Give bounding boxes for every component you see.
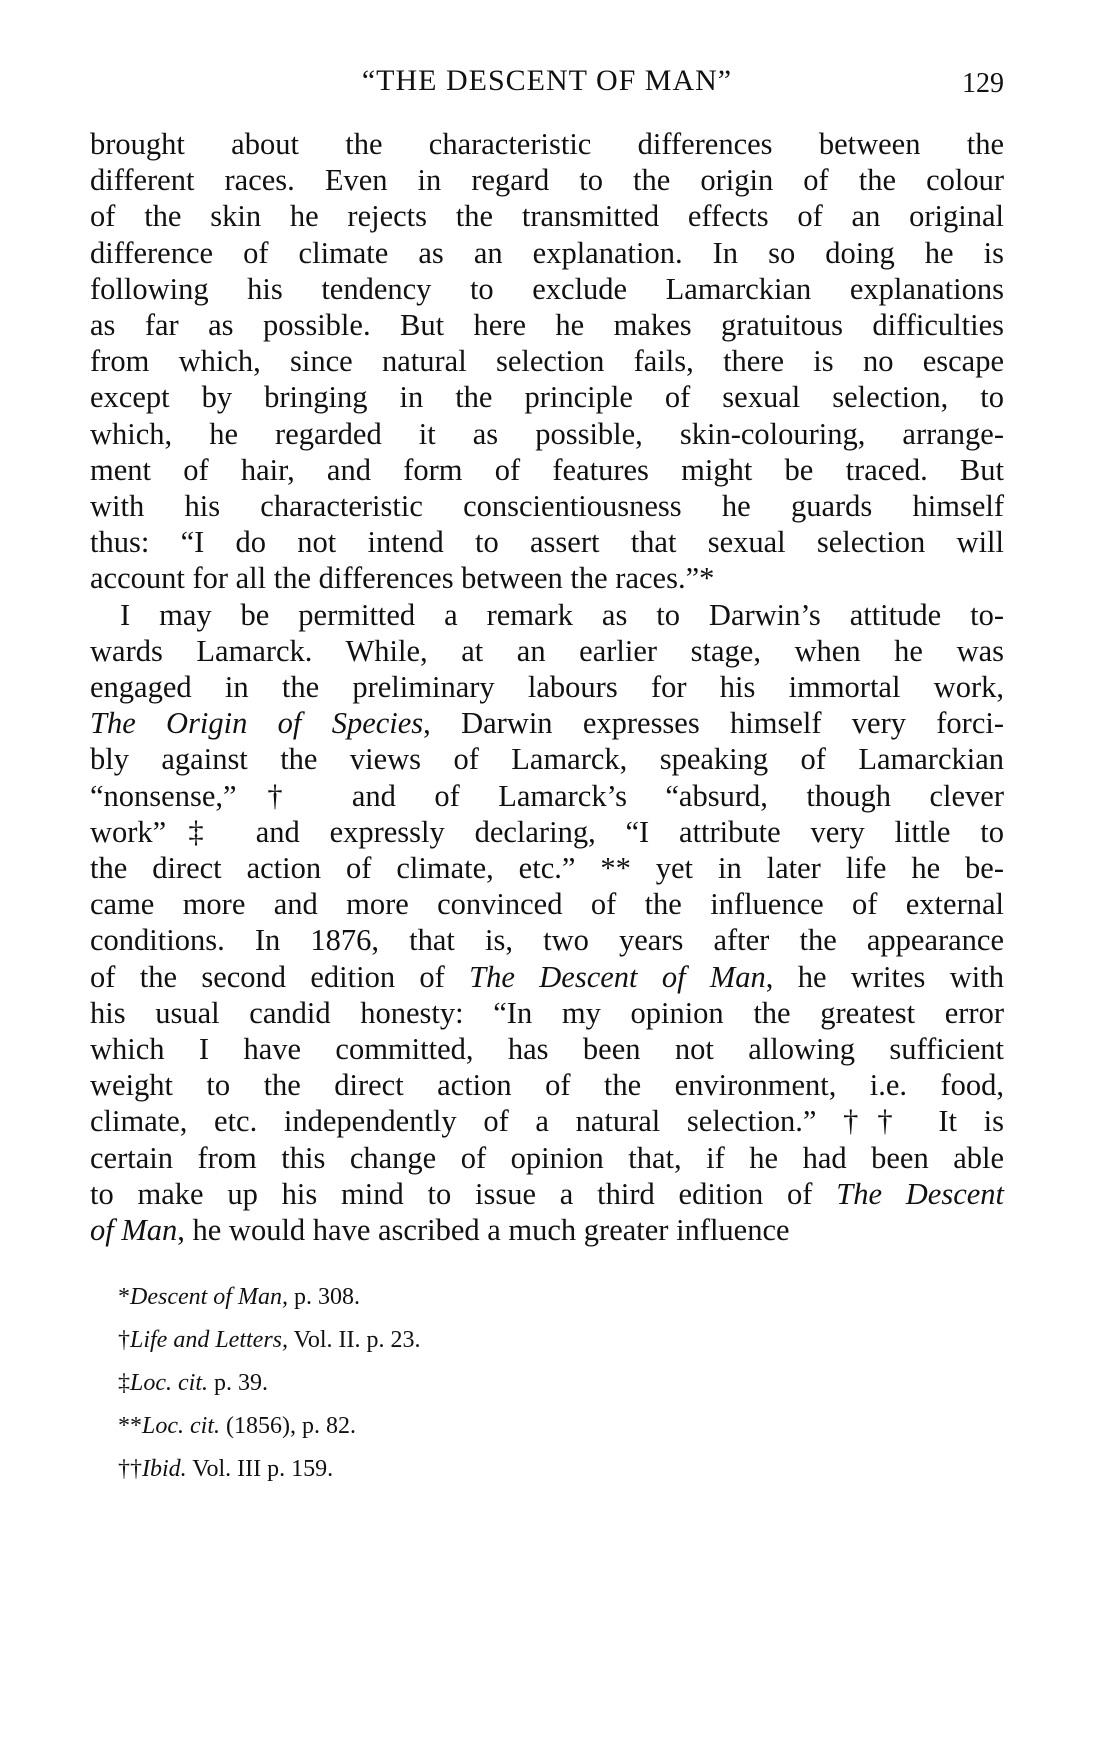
footnote-source: Loc. cit. (142, 1413, 220, 1439)
text-line: brought about the characteristic differences between the (90, 127, 1004, 161)
running-head (90, 64, 1004, 104)
footnote (118, 1319, 918, 1362)
text-line: difference of climate as an explanation. In so doing he is (90, 235, 1004, 270)
text-line: different races. Even in regard to the origin of the colour (90, 163, 1004, 198)
footnote (118, 1362, 918, 1405)
footnote-reference: p. 308. (287, 1284, 360, 1310)
footnote-mark: ** (118, 1413, 142, 1439)
body-text (90, 126, 1004, 1248)
text-line: of the skin he rejects the transmitted effects of an original (90, 199, 1004, 234)
text-line: account for all the differences between the races.”* (90, 561, 715, 596)
text-line: came more and more convinced of the influence of external (90, 887, 1004, 922)
text-line: wards Lamarck. While, at an earlier stage, when he was (90, 633, 1004, 668)
text-line: conditions. In 1876, that is, two years after the appearance (90, 923, 1004, 958)
text-line: his usual candid honesty: “In my opinion the greatest error (90, 995, 1004, 1030)
text-line: as far as possible. But here he makes gratuitous difficulties (90, 308, 1004, 343)
text-line: the direct action of climate, etc.” ** yet in later life he be- (90, 851, 1004, 886)
text-line: following his tendency to exclude Lamarckian explanations (90, 271, 1004, 306)
paragraphs (90, 126, 1004, 1248)
footnote-reference: Vol. II. p. 23. (288, 1327, 421, 1353)
text-line: ment of hair, and form of features might be traced. But (90, 452, 1004, 487)
footnote-mark: †† (118, 1456, 142, 1482)
text-line: with his characteristic conscientiousness he guards himself (90, 489, 1004, 524)
footnote (118, 1405, 918, 1448)
text-line: “nonsense,”† and of Lamarck’s “absurd, though clever (90, 778, 1004, 813)
footnotes (118, 1276, 918, 1491)
text-line: except by bringing in the principle of sexual selection, to (90, 380, 1004, 415)
footnote-source: Loc. cit. (130, 1370, 208, 1396)
footnote (118, 1448, 918, 1491)
footnote-mark: * (118, 1284, 130, 1310)
footnote-reference: Vol. III p. 159. (186, 1456, 334, 1482)
footnote-mark: ‡ (118, 1370, 130, 1396)
text-line: of Man, he would have ascribed a much greater influence (90, 1213, 790, 1248)
text-line: work”‡ and expressly declaring, “I attribute very little to (90, 814, 1004, 849)
running-title: “THE DESCENT OF MAN” (361, 64, 733, 97)
footnote-reference: p. 39. (208, 1370, 268, 1396)
text-line: which I have committed, has been not allowing sufficient (90, 1032, 1004, 1067)
footnote-reference: (1856), p. 82. (220, 1413, 356, 1439)
text-line: The Origin of Species, Darwin expresses himself very forci- (90, 706, 1004, 741)
paragraph (90, 126, 1004, 597)
text-line: bly against the views of Lamarck, speaking of Lamarckian (90, 742, 1004, 777)
footnote-source: Descent of Man, (130, 1284, 288, 1310)
page-number: 129 (962, 68, 1004, 99)
text-line: certain from this change of opinion that, if he had been able (90, 1140, 1004, 1175)
text-line: from which, since natural selection fails, there is no escape (90, 344, 1004, 379)
footnote-mark: † (118, 1327, 130, 1353)
text-line: climate, etc. independently of a natural selection.” †† It is (90, 1104, 1004, 1139)
text-line: of the second edition of The Descent of Man, he writes with (90, 959, 1004, 994)
footnote (118, 1276, 918, 1319)
text-line: engaged in the preliminary labours for his immortal work, (90, 670, 1004, 705)
text-line: which, he regarded it as possible, skin-colouring, arrange- (90, 416, 1004, 451)
footnote-source: Life and Letters, (130, 1327, 289, 1353)
footnote-source: Ibid. (142, 1456, 187, 1482)
text-line: weight to the direct action of the environment, i.e. food, (90, 1068, 1004, 1103)
text-line: thus: “I do not intend to assert that sexual selection will (90, 525, 1004, 560)
text-line: to make up his mind to issue a third edition of The Descent (90, 1176, 1005, 1211)
text-line: I may be permitted a remark as to Darwin’s attitude to- (120, 597, 1004, 632)
paragraph (90, 597, 1004, 1249)
